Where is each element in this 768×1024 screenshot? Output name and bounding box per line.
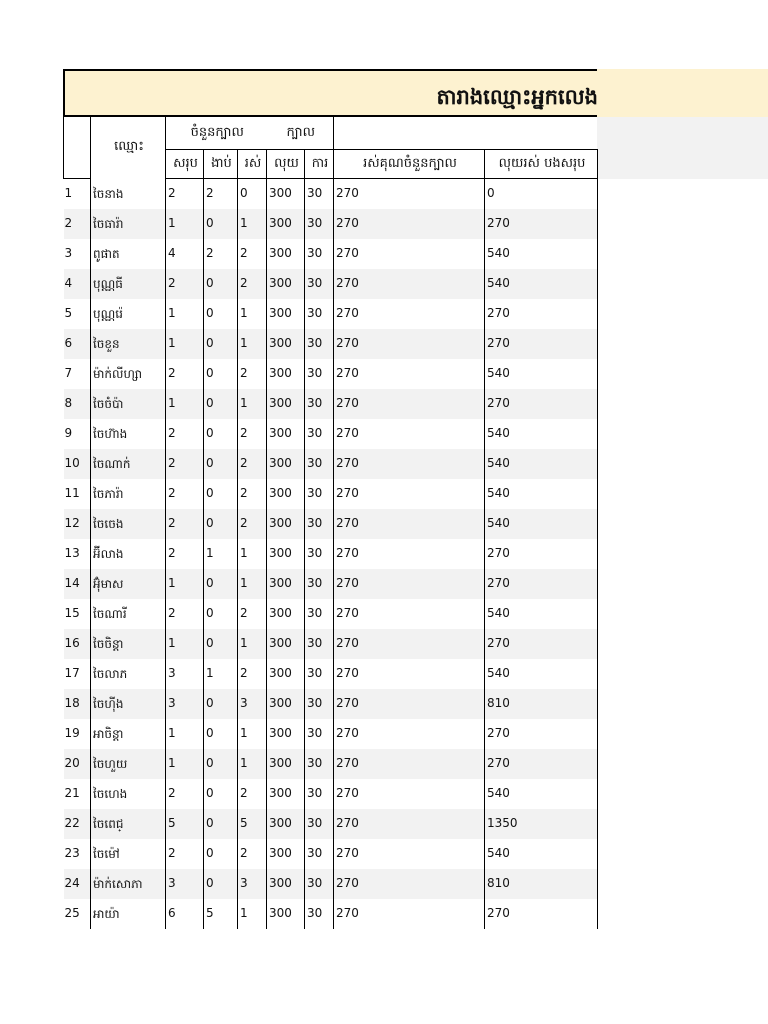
row-number[interactable]: 25	[64, 905, 80, 920]
total-cell[interactable]: 2	[166, 839, 204, 869]
money-cell[interactable]: 300	[267, 479, 305, 509]
fee-cell[interactable]: 30	[305, 899, 334, 929]
money-cell[interactable]: 300	[267, 389, 305, 419]
remain-cell[interactable]: 270	[334, 899, 485, 929]
money-cell[interactable]: 300	[267, 749, 305, 779]
total-cell[interactable]: 2	[166, 599, 204, 629]
fee-cell[interactable]: 30	[305, 209, 334, 239]
table-row	[64, 659, 598, 689]
remain-cell[interactable]: 270	[334, 389, 485, 419]
player-name[interactable]: ចៃហេង	[91, 779, 166, 809]
fee-cell[interactable]: 30	[305, 269, 334, 299]
remain-cell[interactable]: 270	[334, 839, 485, 869]
total-cell[interactable]: 2	[166, 449, 204, 479]
total-cell[interactable]: 1	[166, 749, 204, 779]
total-cell[interactable]: 2	[166, 359, 204, 389]
player-name[interactable]: អ៊ីលាង	[91, 539, 166, 569]
header-head-count[interactable]: ចំនួនក្បាល	[166, 117, 267, 150]
money-cell[interactable]: 300	[267, 329, 305, 359]
table-row	[64, 779, 598, 809]
total-money-cell[interactable]: 270	[485, 299, 598, 329]
total-cell[interactable]: 2	[166, 779, 204, 809]
fee-cell[interactable]: 30	[305, 599, 334, 629]
player-name[interactable]: ចៃណាក់	[91, 449, 166, 479]
remain-cell[interactable]: 270	[334, 869, 485, 899]
total-money-cell[interactable]: 270	[485, 899, 598, 929]
total-cell[interactable]: 1	[166, 719, 204, 749]
total-money-cell[interactable]: 540	[485, 419, 598, 449]
lost-cell[interactable]: 0	[204, 359, 238, 389]
remain-cell[interactable]: 270	[334, 269, 485, 299]
alive-cell[interactable]: 1	[238, 629, 267, 659]
lost-cell[interactable]: 1	[204, 539, 238, 569]
fee-cell[interactable]: 30	[305, 659, 334, 689]
alive-cell[interactable]: 3	[238, 869, 267, 899]
remain-cell[interactable]: 270	[334, 509, 485, 539]
table-row	[64, 359, 598, 389]
fee-cell[interactable]: 30	[305, 719, 334, 749]
total-money-cell[interactable]: 540	[485, 269, 598, 299]
player-name[interactable]: អ៊ុំមាស	[91, 569, 166, 599]
table-row	[64, 509, 598, 539]
fee-cell[interactable]: 30	[305, 569, 334, 599]
total-cell[interactable]: 1	[166, 209, 204, 239]
player-name[interactable]: បុណ្ណធី	[91, 269, 166, 299]
remain-cell[interactable]: 270	[334, 809, 485, 839]
total-money-cell[interactable]: 540	[485, 239, 598, 269]
remain-cell[interactable]: 270	[334, 479, 485, 509]
money-cell[interactable]: 300	[267, 839, 305, 869]
total-money-cell[interactable]: 0	[485, 179, 598, 209]
header-total-money[interactable]: លុយរស់ បងសរុប	[485, 150, 598, 179]
player-name[interactable]: ចៃលាភ	[91, 659, 166, 689]
money-cell[interactable]: 300	[267, 569, 305, 599]
header-no[interactable]	[64, 117, 91, 179]
player-name[interactable]: ចៃចិន្តា	[91, 629, 166, 659]
alive-cell[interactable]: 5	[238, 809, 267, 839]
total-cell[interactable]: 1	[166, 299, 204, 329]
table-row	[64, 179, 598, 209]
fee-cell[interactable]: 30	[305, 449, 334, 479]
table-row	[64, 239, 598, 269]
total-cell[interactable]: 4	[166, 239, 204, 269]
table-row	[64, 839, 598, 869]
remain-cell[interactable]: 270	[334, 569, 485, 599]
alive-cell[interactable]: 2	[238, 479, 267, 509]
remain-cell[interactable]: 270	[334, 749, 485, 779]
total-money-cell[interactable]: 270	[485, 629, 598, 659]
total-money-cell[interactable]: 540	[485, 659, 598, 689]
remain-cell[interactable]: 270	[334, 419, 485, 449]
header-lost[interactable]: ងាប់	[204, 150, 238, 179]
row-number[interactable]: 20	[64, 749, 91, 779]
remain-cell[interactable]: 270	[334, 779, 485, 809]
row-number[interactable]: 8	[64, 389, 91, 419]
table-row	[64, 299, 598, 329]
player-name[interactable]: ចៃនាង	[91, 179, 166, 209]
money-cell[interactable]: 300	[267, 359, 305, 389]
lost-cell[interactable]: 0	[204, 779, 238, 809]
sheet-title: តារាងឈ្មោះអ្នកលេង	[436, 85, 598, 109]
total-money-cell[interactable]: 270	[485, 569, 598, 599]
alive-cell[interactable]: 1	[238, 899, 267, 929]
header-blank-2[interactable]	[485, 117, 598, 150]
row-number[interactable]: 23	[64, 845, 80, 860]
remain-cell[interactable]: 270	[334, 719, 485, 749]
lost-cell[interactable]: 0	[204, 839, 238, 869]
row-number[interactable]: 1	[64, 186, 73, 200]
total-money-cell[interactable]: 270	[485, 749, 598, 779]
lost-cell[interactable]: 0	[204, 599, 238, 629]
money-cell[interactable]: 300	[267, 599, 305, 629]
table-row	[64, 689, 598, 719]
lost-cell[interactable]: 0	[204, 749, 238, 779]
lost-cell[interactable]: 5	[204, 899, 238, 929]
header-name[interactable]: ឈ្មោះ	[91, 117, 166, 179]
table-row	[64, 269, 598, 299]
lost-cell[interactable]: 0	[204, 269, 238, 299]
total-cell[interactable]: 3	[166, 689, 204, 719]
remain-cell[interactable]: 270	[334, 359, 485, 389]
total-cell[interactable]: 3	[166, 659, 204, 689]
header-remain[interactable]: រស់គុណចំនួនក្បាល	[334, 150, 485, 179]
player-name[interactable]: ចៃណារី	[91, 599, 166, 629]
header-blank[interactable]	[334, 117, 485, 150]
money-cell[interactable]: 300	[267, 809, 305, 839]
money-cell[interactable]: 300	[267, 509, 305, 539]
player-name[interactable]: ពូផាត	[91, 239, 166, 269]
fee-cell[interactable]: 30	[305, 689, 334, 719]
row-number[interactable]: 10	[64, 449, 91, 479]
header-head[interactable]: ក្បាល	[286, 124, 315, 140]
money-cell[interactable]: 300	[267, 239, 305, 269]
lost-cell[interactable]: 1	[204, 659, 238, 689]
table-row	[64, 719, 598, 749]
row-number[interactable]: 7	[64, 365, 73, 380]
remain-cell[interactable]: 270	[334, 299, 485, 329]
player-name[interactable]: ចៃធារ៉ា	[91, 209, 166, 239]
row-number[interactable]: 3	[64, 245, 73, 260]
table-row	[64, 749, 598, 779]
player-name[interactable]: ចៃពេជ្	[91, 809, 166, 839]
total-cell[interactable]: 5	[166, 809, 204, 839]
alive-cell[interactable]: 2	[238, 839, 267, 869]
alive-cell[interactable]: 1	[238, 209, 267, 239]
table-row	[64, 569, 598, 599]
alive-cell[interactable]: 1	[238, 299, 267, 329]
money-cell[interactable]: 300	[267, 179, 305, 209]
alive-cell[interactable]: 2	[238, 269, 267, 299]
fee-cell[interactable]: 30	[305, 779, 334, 809]
remain-cell[interactable]: 270	[334, 329, 485, 359]
header-total[interactable]: សរុប	[166, 150, 204, 179]
total-cell[interactable]: 2	[166, 179, 204, 209]
money-cell[interactable]: 300	[267, 779, 305, 809]
player-name[interactable]: អាយ៉ា	[91, 899, 166, 929]
row-number[interactable]: 5	[64, 305, 73, 320]
lost-cell[interactable]: 0	[204, 719, 238, 749]
lost-cell[interactable]: 0	[204, 869, 238, 899]
money-cell[interactable]: 300	[267, 299, 305, 329]
alive-cell[interactable]: 1	[238, 329, 267, 359]
table-row	[64, 479, 598, 509]
alive-cell[interactable]: 2	[238, 239, 267, 269]
row-number[interactable]: 2	[64, 209, 91, 239]
table-row	[64, 209, 598, 239]
total-money-cell[interactable]: 810	[485, 689, 598, 719]
money-cell[interactable]: 300	[267, 539, 305, 569]
fee-cell[interactable]: 30	[305, 539, 334, 569]
total-cell[interactable]: 3	[166, 869, 204, 899]
fee-cell[interactable]: 30	[305, 629, 334, 659]
row-number[interactable]: 18	[64, 689, 91, 719]
total-cell[interactable]: 2	[166, 479, 204, 509]
money-cell[interactable]: 300	[267, 269, 305, 299]
row-number[interactable]: 12	[64, 509, 91, 539]
row-number[interactable]: 17	[64, 665, 80, 680]
player-name[interactable]: អាចិន្តា	[91, 719, 166, 749]
money-cell[interactable]: 300	[267, 899, 305, 929]
lost-cell[interactable]: 2	[204, 179, 238, 209]
table-row	[64, 539, 598, 569]
player-name[interactable]: ចៃភារ៉ា	[91, 479, 166, 509]
header-alive[interactable]: រស់	[238, 150, 267, 179]
total-money-cell[interactable]: 540	[485, 449, 598, 479]
money-cell[interactable]: 300	[267, 209, 305, 239]
lost-cell[interactable]: 0	[204, 569, 238, 599]
total-money-cell[interactable]: 540	[485, 839, 598, 869]
total-money-cell[interactable]: 270	[485, 719, 598, 749]
alive-cell[interactable]: 2	[238, 659, 267, 689]
remain-cell[interactable]: 270	[334, 209, 485, 239]
fee-cell[interactable]: 30	[305, 389, 334, 419]
total-cell[interactable]: 2	[166, 269, 204, 299]
total-money-cell[interactable]: 540	[485, 359, 598, 389]
lost-cell[interactable]: 0	[204, 299, 238, 329]
header-shade	[597, 117, 768, 179]
remain-cell[interactable]: 270	[334, 629, 485, 659]
player-name[interactable]: ចៃហួយ	[91, 749, 166, 779]
total-money-cell[interactable]: 540	[485, 479, 598, 509]
players-table	[63, 117, 598, 929]
row-number[interactable]: 22	[64, 809, 91, 839]
total-cell[interactable]: 1	[166, 389, 204, 419]
row-number[interactable]: 13	[64, 545, 80, 560]
remain-cell[interactable]: 270	[334, 689, 485, 719]
row-number[interactable]: 11	[64, 485, 80, 500]
remain-cell[interactable]: 270	[334, 659, 485, 689]
money-cell[interactable]: 300	[267, 659, 305, 689]
lost-cell[interactable]: 0	[204, 449, 238, 479]
alive-cell[interactable]: 1	[238, 569, 267, 599]
lost-cell[interactable]: 0	[204, 509, 238, 539]
lost-cell[interactable]: 0	[204, 389, 238, 419]
total-money-cell[interactable]: 270	[485, 329, 598, 359]
fee-cell[interactable]: 30	[305, 509, 334, 539]
table-row	[64, 419, 598, 449]
money-cell[interactable]: 300	[267, 449, 305, 479]
total-cell[interactable]: 1	[166, 569, 204, 599]
table-row	[64, 809, 598, 839]
total-cell[interactable]: 2	[166, 539, 204, 569]
total-money-cell[interactable]: 270	[485, 539, 598, 569]
fee-cell[interactable]: 30	[305, 329, 334, 359]
total-cell[interactable]: 6	[166, 899, 204, 929]
fee-cell[interactable]: 30	[305, 299, 334, 329]
money-cell[interactable]: 300	[267, 419, 305, 449]
alive-cell[interactable]: 2	[238, 779, 267, 809]
alive-cell[interactable]: 0	[238, 179, 267, 209]
total-cell[interactable]: 1	[166, 629, 204, 659]
row-number[interactable]: 9	[64, 425, 73, 440]
player-name[interactable]: ម៉ាក់លីហ្សា	[91, 359, 166, 389]
row-number[interactable]: 14	[64, 569, 91, 599]
player-name[interactable]: ចៃម៉ៅ	[91, 839, 166, 869]
fee-cell[interactable]: 30	[305, 419, 334, 449]
row-number[interactable]: 16	[64, 629, 91, 659]
remain-cell[interactable]: 270	[334, 599, 485, 629]
fee-cell[interactable]: 30	[305, 839, 334, 869]
row-number[interactable]: 6	[64, 329, 91, 359]
player-name[interactable]: ចៃហ៊ាង	[91, 419, 166, 449]
alive-cell[interactable]: 2	[238, 419, 267, 449]
player-name[interactable]: ចៃហ៊ីង	[91, 689, 166, 719]
remain-cell[interactable]: 270	[334, 539, 485, 569]
total-money-cell[interactable]: 270	[485, 209, 598, 239]
lost-cell[interactable]: 0	[204, 689, 238, 719]
remain-cell[interactable]: 270	[334, 239, 485, 269]
row-number[interactable]: 21	[64, 785, 80, 800]
fee-cell[interactable]: 30	[305, 359, 334, 389]
lost-cell[interactable]: 0	[204, 809, 238, 839]
table-row	[64, 629, 598, 659]
lost-cell[interactable]: 0	[204, 629, 238, 659]
alive-cell[interactable]: 1	[238, 539, 267, 569]
player-name[interactable]: ចៃខួន	[91, 329, 166, 359]
lost-cell[interactable]: 2	[204, 239, 238, 269]
money-cell[interactable]: 300	[267, 869, 305, 899]
player-name[interactable]: ចៃចំប៉ា	[91, 389, 166, 419]
alive-cell[interactable]: 2	[238, 359, 267, 389]
row-number[interactable]: 19	[64, 725, 80, 740]
total-cell[interactable]: 2	[166, 509, 204, 539]
alive-cell[interactable]: 3	[238, 689, 267, 719]
total-money-cell[interactable]: 540	[485, 509, 598, 539]
total-cell[interactable]: 1	[166, 329, 204, 359]
fee-cell[interactable]: 30	[305, 179, 334, 209]
total-money-cell[interactable]: 1350	[485, 809, 598, 839]
alive-cell[interactable]: 2	[238, 449, 267, 479]
row-number[interactable]: 4	[64, 269, 91, 299]
table-row	[64, 869, 598, 899]
remain-cell[interactable]: 270	[334, 449, 485, 479]
fee-cell[interactable]: 30	[305, 869, 334, 899]
alive-cell[interactable]: 2	[238, 599, 267, 629]
player-name[interactable]: បុណ្ណរ៉េ	[91, 299, 166, 329]
table-row	[64, 599, 598, 629]
fee-cell[interactable]: 30	[305, 239, 334, 269]
alive-cell[interactable]: 2	[238, 509, 267, 539]
money-cell[interactable]: 300	[267, 689, 305, 719]
header-fee[interactable]: ការ	[305, 150, 334, 179]
total-money-cell[interactable]: 270	[485, 389, 598, 419]
row-number[interactable]: 15	[64, 605, 80, 620]
alive-cell[interactable]: 1	[238, 719, 267, 749]
alive-cell[interactable]: 1	[238, 749, 267, 779]
money-cell[interactable]: 300	[267, 719, 305, 749]
table-row	[64, 329, 598, 359]
player-name[interactable]: ម៉ាក់សោភា	[91, 869, 166, 899]
total-money-cell[interactable]: 540	[485, 779, 598, 809]
alive-cell[interactable]: 1	[238, 389, 267, 419]
table-row	[64, 449, 598, 479]
player-name[interactable]: ចៃចេង	[91, 509, 166, 539]
total-money-cell[interactable]: 540	[485, 599, 598, 629]
money-cell[interactable]: 300	[267, 629, 305, 659]
lost-cell[interactable]: 0	[204, 329, 238, 359]
fee-cell[interactable]: 30	[305, 479, 334, 509]
table-row	[64, 899, 598, 929]
row-number[interactable]: 24	[64, 869, 91, 899]
lost-cell[interactable]: 0	[204, 479, 238, 509]
total-money-cell[interactable]: 810	[485, 869, 598, 899]
table-row	[64, 389, 598, 419]
header-money[interactable]: លុយ	[267, 150, 305, 179]
total-cell[interactable]: 2	[166, 419, 204, 449]
fee-cell[interactable]: 30	[305, 809, 334, 839]
fee-cell[interactable]: 30	[305, 749, 334, 779]
lost-cell[interactable]: 0	[204, 419, 238, 449]
lost-cell[interactable]: 0	[204, 209, 238, 239]
remain-cell[interactable]: 270	[334, 179, 485, 209]
